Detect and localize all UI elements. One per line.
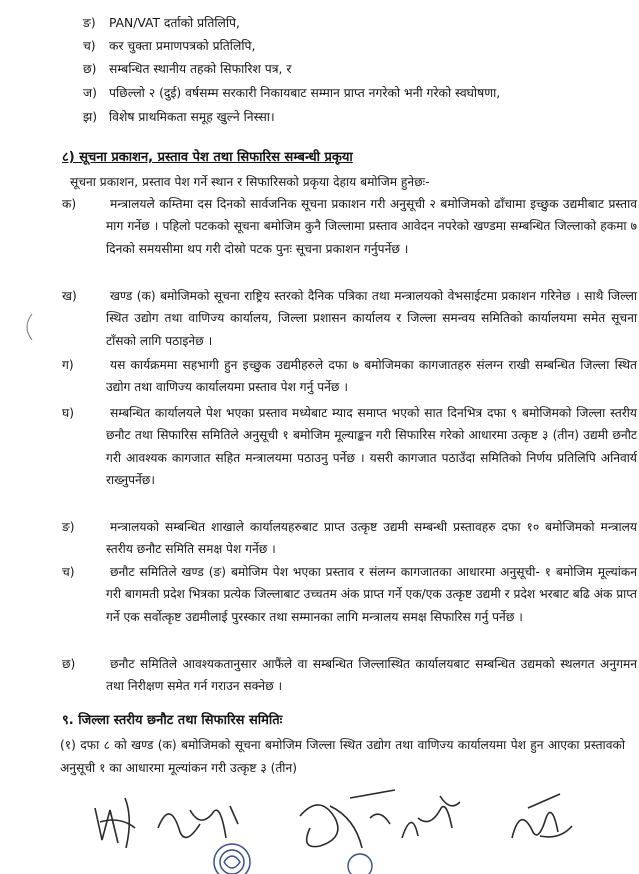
list-item-label: झ) [83, 110, 98, 124]
list-item-label: छ) [83, 62, 97, 76]
signature-3 [300, 790, 395, 848]
list-item [83, 58, 623, 81]
section-9-heading: ९. जिल्ला स्तरीय छनौट तथा सिफारिस समितिः [62, 713, 283, 728]
paragraph-text: मन्त्रालयले कम्तिमा दस दिनको सार्वजनिक सूचना प्रकाशन गरी अनुसूची २ बमोजिमको ढाँचामा इच्छुक उद्यमीबाट प्रस्ताव माग गर्नेछ । पहिलो पटकको सूचना बमोजिम कुनै जिल्लामा प्रस्ताव आवेदन नपरेको खण्डमा सम्बन्धित जिल्लाको हकमा ७ दिनको समयसीमा थप गरी दोस्रो पटक पुनः सूचना प्रकाशन गर्नुपर्नेछ । [106, 197, 637, 256]
section-9-body: (१) दफा ८ को खण्ड (क) बमोजिमको सूचना बमोजिम जिल्ला स्थित उद्योग तथा वाणिज्य कार्यालयमा पेश हुन आएका प्रस्तावको अनुसूची १ का आधारमा मूल्यांकन गरी उत्कृष्ट ३ (तीन) [60, 738, 625, 775]
paragraph-label: च) [62, 565, 75, 579]
signature-1 [95, 798, 135, 848]
signatures-area [0, 788, 639, 874]
stamp-seal-small [348, 854, 372, 874]
section-8-paragraph-ka [62, 193, 637, 260]
paragraph-text: खण्ड (क) बमोजिमको सूचना राष्ट्रिय स्तरको दैनिक पत्रिका तथा मन्त्रालयको वेभसाईटमा प्रकाशन गरिनेछ । साथै जिल्ला स्थित उद्योग तथा वाणिज्य कार्यालय, जिल्ला प्रशासन कार्यालय र जिल्ला समन्वय समितिको कार्यालयमा समेत सूचना टाँसको लागि पठाइनेछ । [106, 289, 637, 348]
section-8-heading: ८) सूचना प्रकाशन, प्रस्ताव पेश तथा सिफारिस सम्बन्धी प्रकृया [62, 150, 353, 165]
list-item-text: सम्बन्धित स्थानीय तहको सिफारिश पत्र, र [109, 62, 292, 76]
paragraph-label: ङ) [62, 520, 75, 534]
section-8-paragraph-kha [62, 285, 637, 352]
paragraph-label: छ) [62, 657, 76, 671]
margin-mark [20, 312, 34, 342]
list-item [83, 82, 623, 105]
list-item-text: PAN/VAT दर्ताको प्रतिलिपि, [109, 16, 240, 30]
paragraph-label: ख) [62, 289, 77, 303]
signature-5 [512, 794, 572, 838]
list-item [83, 12, 623, 35]
paragraph-text: छनौट समितिले खण्ड (ङ) बमोजिम पेश भएका प्रस्ताव र संलग्न कागजातका आधारमा अनुसूची- १ बमोजिम मूल्यांकन गरी बागमती प्रदेश भित्रका प्रत्येक जिल्लाबाट उच्चतम अंक प्राप्त गर्ने एक/एक उत्कृष्ट उद्यमी र प्रदेश भरबाट बढि अंक प्राप्त गर्ने एक सर्वोत्कृष्ट उद्यमीलाई पुरस्कार तथा सम्मानका लागि मन्त्रालय समक्ष सिफारिस गर्नु पर्नेछ । [106, 565, 637, 624]
list-item-label: ज) [83, 86, 97, 100]
paragraph-label: ग) [62, 358, 74, 372]
list-item-text: विशेष प्राथमिकता समूह खुल्ने निस्सा। [109, 110, 275, 124]
signature-2 [158, 806, 238, 838]
list-item-label: च) [83, 39, 96, 53]
paragraph-text: यस कार्यक्रममा सहभागी हुन इच्छुक उद्यमीहरुले दफा ७ बमोजिमका कागजातहरु संलग्न राखी सम्बन्धित जिल्ला स्थित उद्योग तथा वाणिज्य कार्यालयमा प्रस्ताव पेश गर्नु पर्नेछ । [106, 358, 637, 395]
list-item [83, 35, 623, 58]
list-item-label: ङ) [83, 16, 96, 30]
stamp-seal [214, 844, 250, 874]
section-8-paragraph-cha [62, 561, 637, 628]
list-item-text: कर चुक्ता प्रमाणपत्रको प्रतिलिपि, [109, 39, 256, 53]
paragraph-text: छनौट समितिले आवश्यकतानुसार आफैंले वा सम्बन्धित जिल्लास्थित कार्यालयबाट सम्बन्धित उद्यमको स्थलगत अनुगमन तथा निरीक्षण समेत गर्न गराउन सक्नेछ । [106, 657, 637, 694]
list-item [83, 106, 623, 129]
paragraph-text: मन्त्रालयको सम्बन्धित शाखाले कार्यालयहरुबाट प्राप्त उत्कृष्ट उद्यमी सम्बन्धी प्रस्तावहरु दफा १० बमोजिमको मन्त्रालय स्तरीय छनौट समिति समक्ष पेश गर्नेछ । [106, 520, 637, 557]
section-8-paragraph-nga [62, 516, 637, 561]
paragraph-text: सम्बन्धित कार्यालयले पेश भएका प्रस्ताव मध्येबाट म्याद समाप्त भएको सात दिनभित्र दफा ९ बमोजिमको जिल्ला स्तरीय छनौट तथा सिफारिस समितिले अनुसूची १ बमोजिम मूल्याङ्कन गरी सिफारिस गरेको आधारमा उत्कृष्ट ३ (तीन) उद्यमी छनौट गरी आवश्यक कागजात सहित मन्त्रालयमा पठाउनु पर्नेछ । यसरी कागजात पठाउँदा समितिको निर्णय प्रतिलिपि अनिवार्य राख्नुपर्नेछ। [106, 406, 638, 487]
section-8-paragraph-chha [62, 653, 637, 698]
signature-4 [402, 796, 460, 838]
section-8-paragraph-gha [62, 402, 638, 491]
section-8-paragraph-ga [62, 354, 637, 399]
list-item-text: पछिल्लो २ (दुई) वर्षसम्म सरकारी निकायबाट सम्मान प्राप्त नगरेको भनी गरेको स्वघोषणा, [109, 86, 501, 100]
paragraph-label: घ) [62, 406, 74, 420]
paragraph-label: क) [62, 197, 77, 211]
section-8-intro: सूचना प्रकाशन, प्रस्ताव पेश गर्ने स्थान र सिफारिसको प्रकृया देहाय बमोजिम हुनेछः- [70, 175, 430, 189]
